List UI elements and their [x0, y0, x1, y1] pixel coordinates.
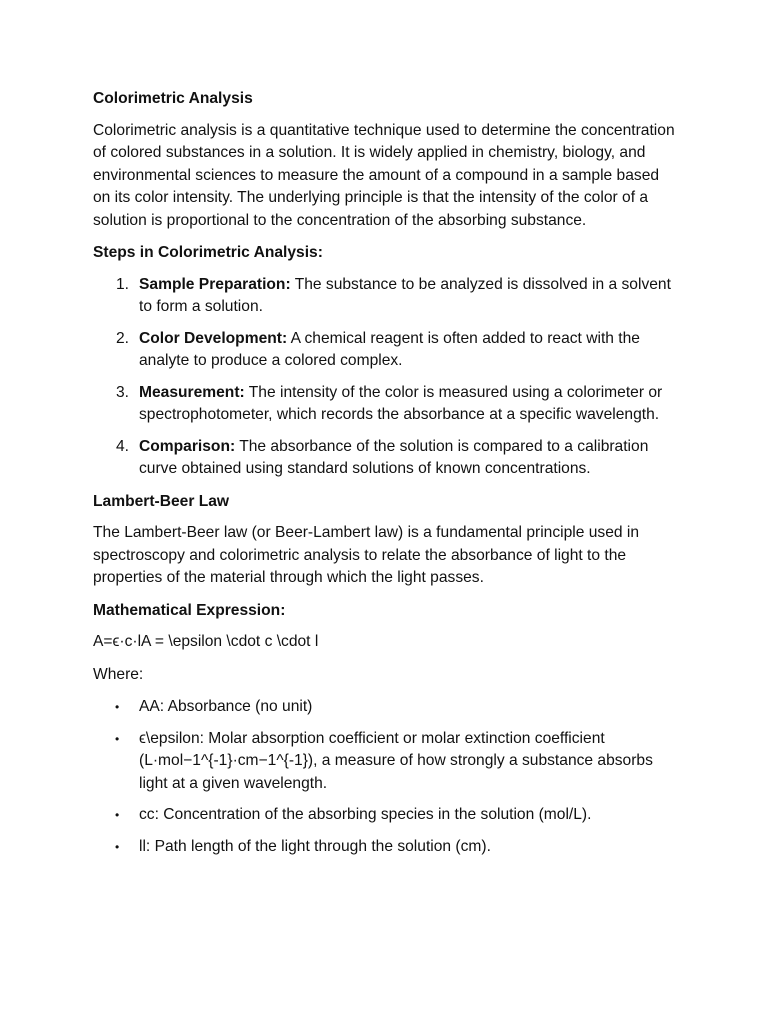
document-page: [93, 88, 678, 867]
step-text: The absorbance of the solution is compared to a calibration curve obtained using standard solutions of known concentrations.: [139, 437, 649, 477]
definition-item: [93, 696, 678, 719]
definition-item: [93, 804, 678, 827]
bullet-icon: •: [115, 839, 120, 854]
step-number: 1.: [116, 275, 130, 293]
step-item: [93, 382, 678, 427]
law-heading: Lambert-Beer Law: [93, 492, 230, 510]
where-label: Where:: [93, 665, 144, 683]
intro-paragraph: Colorimetric analysis is a quantitative technique used to determine the concentration of colored substances in a solution. It is widely applied in chemistry, biology, and environmental sciences to measure the amount of a compound in a sample based on its color intensity. The underlying principle is that the intensity of the color of a solution is proportional to the concentration of the absorbing substance.: [93, 121, 675, 229]
math-expression: A=ϵ·c·lA = \epsilon \cdot c \cdot l: [93, 633, 319, 650]
step-item: [93, 328, 678, 373]
step-term: Measurement:: [139, 383, 245, 401]
steps-list: [93, 274, 678, 481]
definition-text: AA: Absorbance (no unit): [139, 698, 313, 715]
step-text: The intensity of the color is measured using a colorimeter or spectrophotometer, which records the absorbance at a specific wavelength.: [139, 383, 663, 423]
definition-text: ll: Path length of the light through the solution (cm).: [139, 837, 491, 855]
steps-heading: Steps in Colorimetric Analysis:: [93, 244, 323, 261]
step-term: Sample Preparation:: [139, 275, 291, 293]
math-heading: Mathematical Expression:: [93, 601, 286, 619]
step-term: Comparison:: [139, 437, 236, 455]
definition-item: [93, 728, 678, 796]
definitions-list: [93, 696, 678, 858]
bullet-icon: •: [115, 731, 120, 746]
definition-text: ϵ\epsilon: Molar absorption coefficient or molar extinction coefficient (L·mol−1^{-1}·cm−1^{-1}), a measure of how strongly a substance absorbs light at a given wavelength.: [139, 729, 653, 792]
bullet-icon: •: [115, 808, 120, 822]
step-number: 3.: [116, 383, 130, 401]
step-item: [93, 436, 678, 481]
bullet-icon: •: [115, 700, 120, 714]
step-item: [93, 274, 678, 319]
step-text: A chemical reagent is often added to react with the analyte to produce a colored complex.: [139, 329, 640, 369]
step-number: 2.: [116, 329, 130, 347]
step-text: The substance to be analyzed is dissolved in a solvent to form a solution.: [139, 275, 671, 315]
step-term: Color Development:: [139, 329, 288, 347]
step-number: 4.: [116, 437, 130, 455]
law-paragraph: The Lambert-Beer law (or Beer-Lambert law) is a fundamental principle used in spectroscopy and colorimetric analysis to relate the absorbance of light to the properties of the material through which the light passes.: [93, 524, 640, 586]
definition-text: cc: Concentration of the absorbing species in the solution (mol/L).: [139, 806, 592, 823]
definition-item: [93, 836, 678, 859]
document-title: Colorimetric Analysis: [93, 90, 253, 107]
